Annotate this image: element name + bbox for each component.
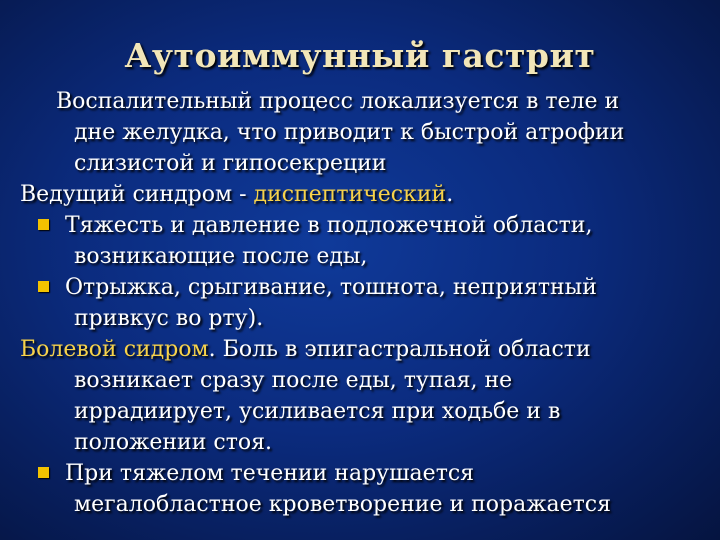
bullet-item — [20, 272, 660, 334]
bullet-item — [20, 458, 660, 520]
syndrome-highlight: Болевой сидром — [20, 337, 209, 362]
bullet-text: Отрыжка, срыгивание, тошнота, неприятный привкус во рту). — [65, 275, 597, 331]
bullet-item — [20, 210, 660, 272]
syndrome-highlight: диспептический — [253, 182, 447, 207]
bullet-square-icon — [38, 281, 49, 292]
slide-title: Аутоиммунный гастрит — [124, 36, 596, 75]
slide-body — [20, 86, 660, 520]
bullet-text: Тяжесть и давление в подложечной области, возникающие после еды, — [65, 213, 593, 269]
syndrome-tail: . — [446, 182, 454, 207]
syndrome-pain — [20, 334, 660, 458]
bullet-square-icon — [38, 467, 49, 478]
intro-paragraph: Воспалительный процесс локализуется в теле и дне желудка, что приводит к быстрой атрофии слизистой и гипосекреции — [56, 89, 625, 176]
syndrome-text: . Боль в эпигастральной области возникает сразу после еды, тупая, не иррадиирует, усиливается при ходьбе и в положении стоя. — [74, 337, 591, 455]
bullet-text: При тяжелом течении нарушается мегалобластное кроветворение и поражается — [65, 461, 611, 517]
syndrome-lead: Ведущий синдром - — [20, 182, 254, 207]
bullet-square-icon — [38, 219, 49, 230]
syndrome-dyspeptic — [20, 179, 660, 210]
